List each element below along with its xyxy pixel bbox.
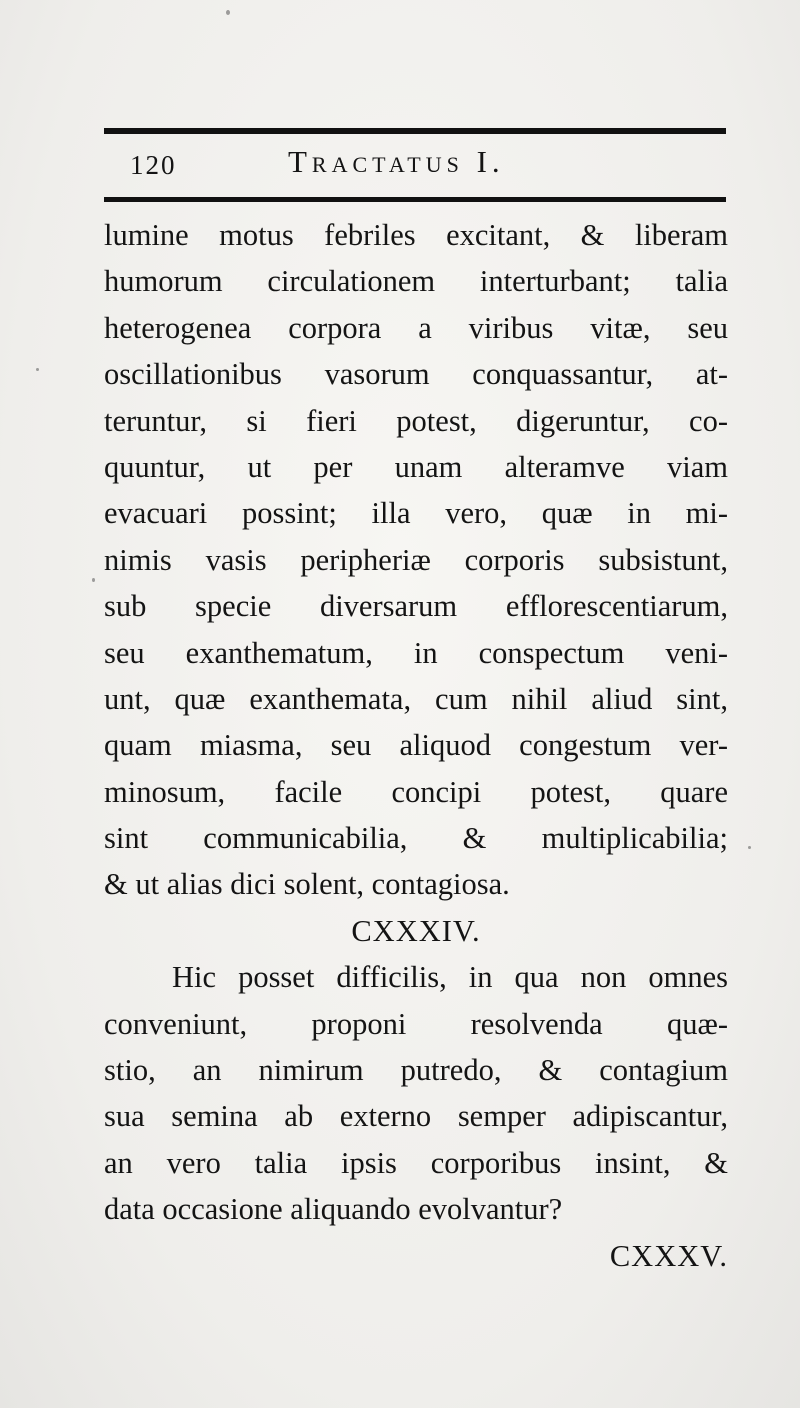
next-section-heading: CXXXV. [609,1238,728,1273]
text-line: oscillationibus vasorum conquassantur, at- [104,357,728,392]
text-line: sint communicabilia, & multiplicabilia; [104,821,728,856]
text-line: an vero talia ipsis corporibus insint, & [104,1145,728,1180]
page-speck [36,368,39,371]
text-line: Hic posset difficilis, in qua non omnes [172,960,728,995]
body-text [104,212,728,1279]
text-line: teruntur, si fieri potest, digeruntur, co- [104,403,728,438]
text-line: data occasione aliquando evolvantur? [104,1192,563,1227]
page-speck [226,10,230,15]
page-speck [748,846,751,849]
page-number: 120 [130,150,177,180]
text-line: evacuari possint; illa vero, quæ in mi- [104,496,728,531]
running-title: Tractatus I. [288,144,505,179]
text-line: quam miasma, seu aliquod congestum ver- [104,728,728,763]
text-line: stio, an nimirum putredo, & contagium [104,1053,728,1088]
text-line: lumine motus febriles excitant, & liberam [104,218,728,252]
text-line: quuntur, ut per unam alteramve viam [104,449,728,484]
text-line: conveniunt, proponi resolvenda quæ- [104,1006,728,1041]
header-rule-bottom [104,197,726,202]
section-heading: CXXXIV. [351,913,481,948]
text-line: sub specie diversarum efflorescentiarum, [104,589,728,624]
text-line: & ut alias dici solent, contagiosa. [104,867,510,902]
running-header [104,138,726,194]
text-line: humorum circulationem interturbant; talia [104,264,728,299]
header-rule-top [104,128,726,134]
text-line: heterogenea corpora a viribus vitæ, seu [104,310,728,345]
text-line: nimis vasis peripheriæ corporis subsistunt, [104,542,728,577]
text-line: minosum, facile concipi potest, quare [104,774,728,809]
text-line: unt, quæ exanthemata, cum nihil aliud sint, [104,681,728,716]
page-speck [92,578,95,582]
text-line: seu exanthematum, in conspectum veni- [104,635,728,670]
text-line: sua semina ab externo semper adipiscantur, [104,1099,728,1134]
